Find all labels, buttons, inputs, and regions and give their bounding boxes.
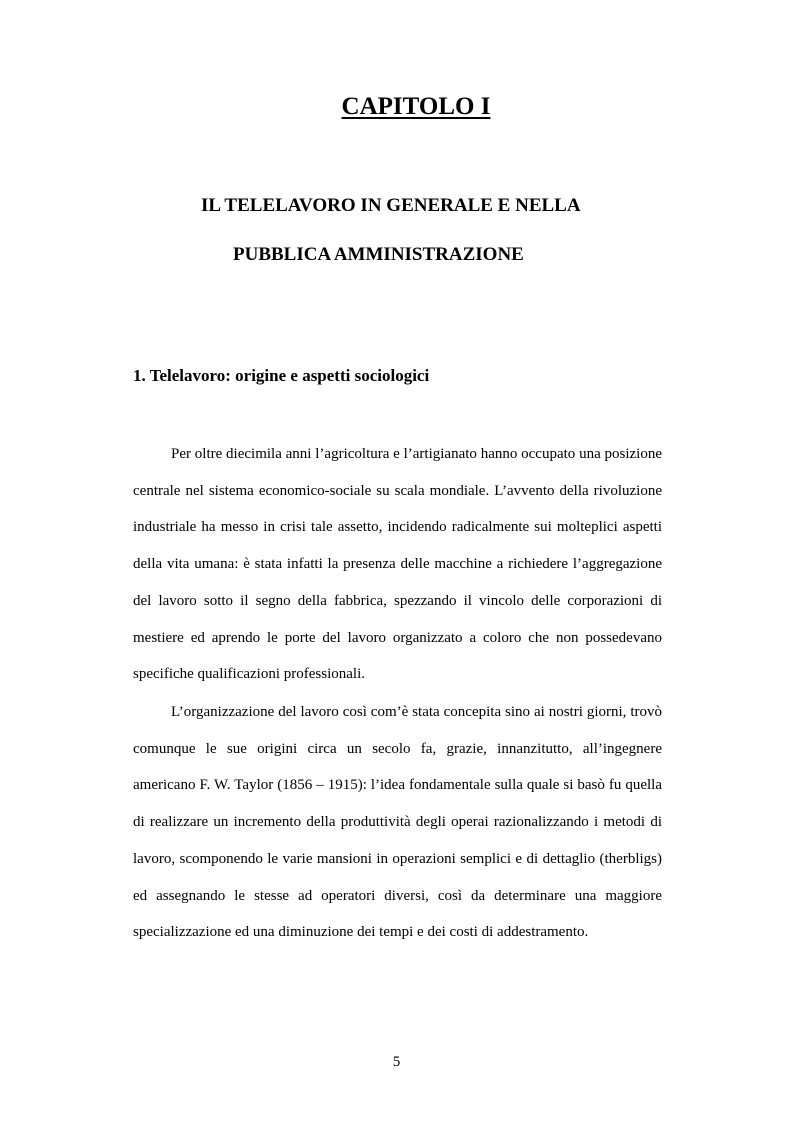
page-number: 5 xyxy=(392,1054,401,1070)
chapter-subtitle-line-1: IL TELELAVORO IN GENERALE E NELLA xyxy=(201,195,581,216)
body-paragraph-2: L’organizzazione del lavoro così com’è stata concepita sino ai nostri giorni, trovò comunque le sue origini circa un secolo fa, grazie, innanzitutto, all’ingegnere americano F. W. Taylor (1856 – 1915): l’idea fondamentale sulla quale si basò fu quella di realizzare un incremento della produttività degli operai razionalizzando i metodi di lavoro, scomponendo le varie mansioni in operazioni semplici e di dettaglio (therbligs) ed assegnando le stesse ad operatori diversi, così da determinare una maggiore specializzazione ed una diminuzione dei tempi e dei costi di addestramento. xyxy=(133,704,662,941)
body-paragraph-1: Per oltre diecimila anni l’agricoltura e l’artigianato hanno occupato una posizione centrale nel sistema economico-sociale su scala mondiale. L’avvento della rivoluzione industriale ha messo in crisi tale assetto, incidendo radicalmente sui molteplici aspetti della vita umana: è stata infatti la presenza delle macchine a richiedere l’aggregazione del lavoro sotto il segno della fabbrica, spezzando il vincolo delle corporazioni di mestiere ed aprendo le porte del lavoro organizzato a coloro che non possedevano specifiche qualificazioni professionali. xyxy=(133,446,662,683)
chapter-subtitle-line-2: PUBBLICA AMMINISTRAZIONE xyxy=(233,244,524,265)
section-heading: 1. Telelavoro: origine e aspetti sociologici xyxy=(133,366,430,385)
chapter-title: CAPITOLO I xyxy=(341,93,491,120)
